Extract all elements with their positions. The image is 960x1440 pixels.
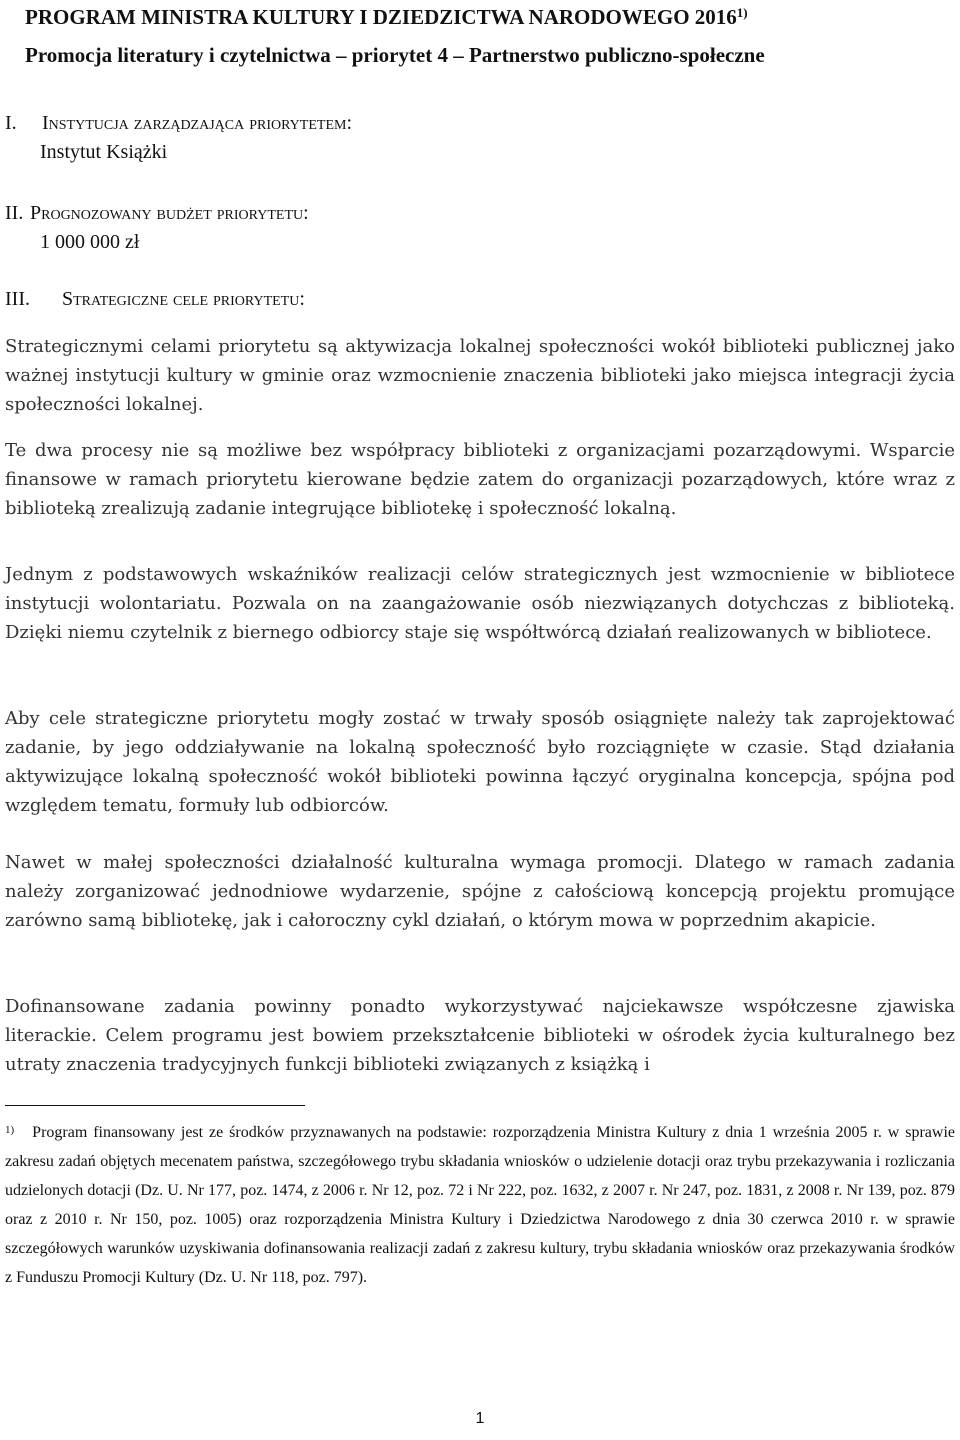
title-text: PROGRAM MINISTRA KULTURY I DZIEDZICTWA NARODOWEGO 2016: [25, 5, 737, 29]
paragraph-6: [5, 992, 955, 1079]
paragraph-text: Jednym z podstawowych wskaźników realizacji celów strategicznych jest wzmocnienie w bibliotece instytucji wolontariatu. Pozwala on na zaangażowanie osób niezwiązanych dotychczas z biblioteką. Dzięki niemu czytelnik z biernego odbiorcy staje się współtwórcą działań realizowanych w bibliotece.: [5, 564, 955, 643]
paragraph-text: Te dwa procesy nie są możliwe bez współpracy biblioteki z organizacjami pozarządowymi. Wsparcie finansowe w ramach priorytetu kierowane będzie zatem do organizacji pozarządowych, które wraz z biblioteką zrealizują zadanie integrujące bibliotekę i społeczność lokalną.: [5, 440, 955, 519]
paragraph-text: Strategicznymi celami priorytetu są aktywizacja lokalnej społeczności wokół biblioteki publicznej jako ważnej instytucji kultury w gminie oraz wzmocnienie znaczenia biblioteki jako miejsca integracji życia społeczności lokalnej.: [5, 336, 955, 415]
section-heading-1: [5, 109, 352, 137]
paragraph-text: Nawet w małej społeczności działalność kulturalna wymaga promocji. Dlatego w ramach zadania należy zorganizować jednodniowe wydarzenie, spójne z całościową koncepcją projektu promujące zarówno samą bibliotekę, jak i całoroczny cykl działań, o którym mowa w poprzednim akapicie.: [5, 852, 955, 931]
document-page: [5, 0, 955, 1440]
section-value-1: Instytut Książki: [40, 141, 168, 163]
section-heading-3: [5, 285, 305, 313]
document-title: [25, 4, 748, 30]
section-number: II.: [5, 202, 24, 224]
section-heading-text: Instytucja zarządzająca priorytetem:: [42, 112, 353, 134]
section-heading-2: [5, 199, 309, 227]
paragraph-2: [5, 436, 955, 523]
section-heading-text: Prognozowany budżet priorytetu:: [30, 202, 309, 224]
section-number: I.: [5, 112, 17, 134]
section-number: III.: [5, 288, 30, 310]
page-number: 1: [475, 1410, 485, 1427]
paragraph-5: [5, 848, 955, 935]
section-heading-text: Strategiczne cele priorytetu:: [62, 288, 305, 310]
paragraph-4: [5, 704, 955, 820]
footnote: [5, 1118, 955, 1292]
paragraph-text: Dofinansowane zadania powinny ponadto wykorzystywać najciekawsze współczesne zjawiska literackie. Celem programu jest bowiem przekształcenie biblioteki w ośrodek życia kulturalnego bez utraty znaczenia tradycyjnych funkcji biblioteki związanych z książką i: [5, 996, 955, 1075]
footnote-mark: 1): [5, 1124, 15, 1136]
section-value-2: 1 000 000 zł: [40, 231, 140, 253]
paragraph-3: [5, 560, 955, 647]
paragraph-text: Aby cele strategiczne priorytetu mogły zostać w trwały sposób osiągnięte należy tak zaprojektować zadanie, by jego oddziaływanie na lokalną społeczność było rozciągnięte w czasie. Stąd działania aktywizujące lokalną społeczność wokół biblioteki powinna łączyć oryginalna koncepcja, spójna pod względem tematu, formuły lub odbiorców.: [5, 708, 955, 816]
title-footnote-ref[interactable]: 1): [736, 5, 748, 20]
document-subtitle: Promocja literatury i czytelnictwa – priorytet 4 – Partnerstwo publiczno-społeczne: [25, 43, 765, 67]
footnote-divider: [5, 1105, 305, 1106]
paragraph-1: [5, 332, 955, 419]
footnote-text: Program finansowany jest ze środków przyznawanych na podstawie: rozporządzenia Ministra Kultury z dnia 1 września 2005 r. w sprawie zakresu zadań objętych mecenatem państwa, szczegółowego trybu składania wniosków o udzielenie dotacji oraz trybu przekazywania i rozliczania udzielonych dotacji (Dz. U. Nr 177, poz. 1474, z 2006 r. Nr 12, poz. 72 i Nr 222, poz. 1632, z 2007 r. Nr 247, poz. 1831, z 2008 r. Nr 139, poz. 879 oraz z 2010 r. Nr 150, poz. 1005) oraz rozporządzenia Ministra Kultury i Dziedzictwa Narodowego z dnia 30 czerwca 2010 r. w sprawie szczegółowych warunków uzyskiwania dofinansowania realizacji zadań z zakresu kultury, trybu składania wniosków oraz przekazywania środków z Funduszu Promocji Kultury (Dz. U. Nr 118, poz. 797).: [5, 1124, 955, 1286]
